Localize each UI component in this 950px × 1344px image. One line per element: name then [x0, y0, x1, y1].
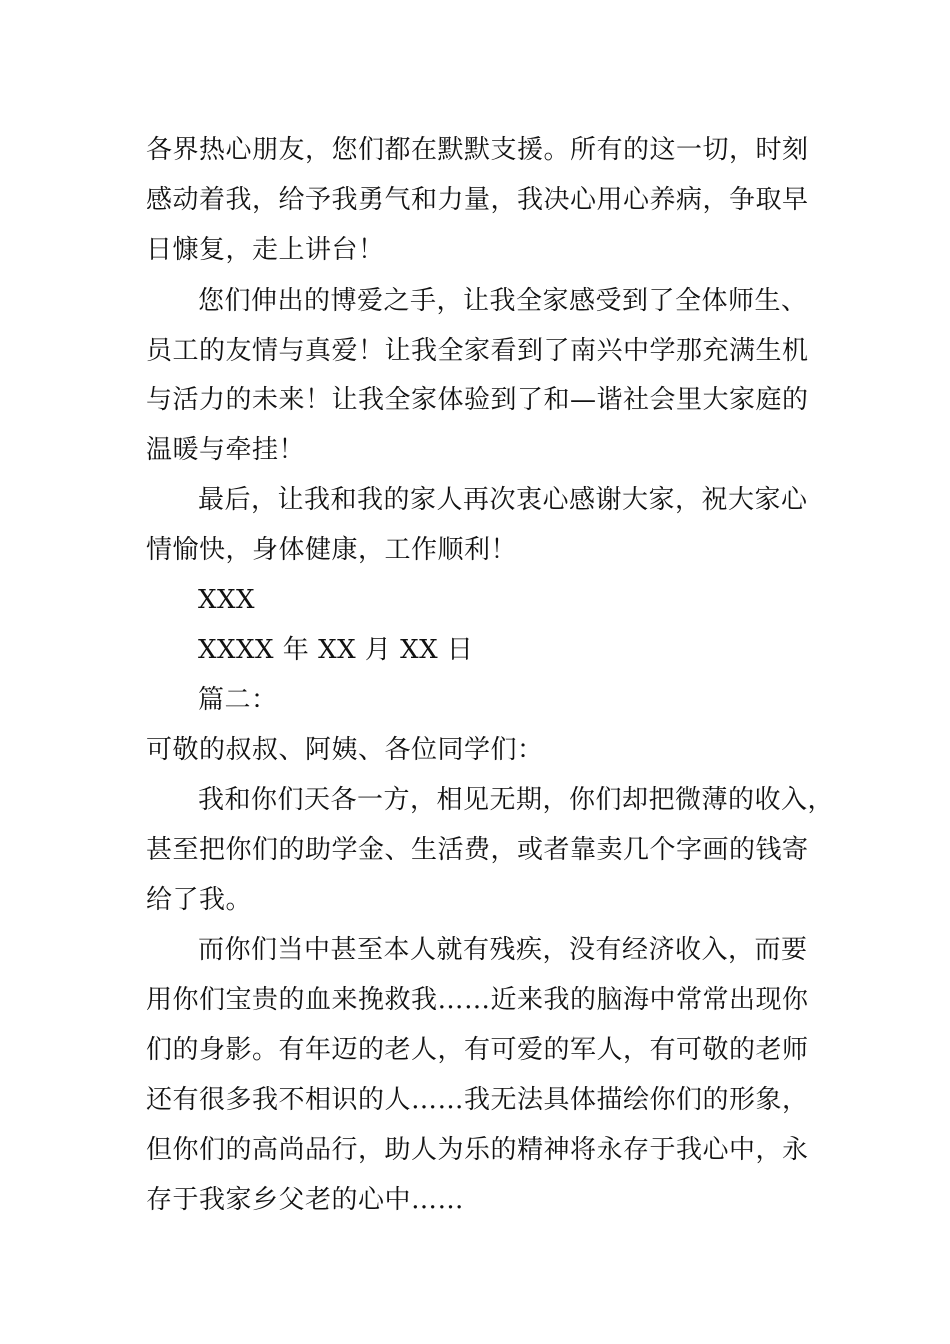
text-line: 您们伸出的博爱之手，让我全家感受到了全体师生、 — [198, 286, 808, 316]
text-line: 情愉快，身体健康，工作顺利！ — [146, 535, 518, 565]
text-line: 还有很多我不相识的人……我无法具体描绘你们的形象， — [146, 1085, 809, 1115]
text-line: 们的身影。有年迈的老人，有可爱的军人，有可敬的老师 — [146, 1035, 809, 1065]
text-line: 感动着我，给予我勇气和力量，我决心用心养病，争取早 — [146, 185, 809, 215]
text-line: 温暖与牵挂！ — [146, 435, 306, 465]
text-line: 给了我。 — [146, 885, 253, 915]
text-line: 存于我家乡父老的心中…… — [146, 1185, 465, 1215]
text-line: 各界热心朋友，您们都在默默支援。所有的这一切，时刻 — [146, 135, 809, 165]
signature-date: XXXX 年 XX 月 XX 日 — [198, 635, 474, 665]
text-line: 但你们的高尚品行，助人为乐的精神将永存于我心中，永 — [146, 1135, 809, 1165]
text-line: 甚至把你们的助学金、生活费，或者靠卖几个字画的钱寄 — [146, 835, 809, 865]
text-line: 日慷复，走上讲台！ — [146, 235, 385, 265]
text-line: 我和你们天各一方，相见无期，你们却把微薄的收入， — [198, 785, 835, 815]
section-heading: 篇二： — [198, 685, 278, 715]
text-line: 而你们当中甚至本人就有残疾，没有经济收入，而要 — [198, 935, 808, 965]
salutation: 可敬的叔叔、阿姨、各位同学们： — [146, 735, 544, 765]
signature-name: XXX — [198, 585, 256, 615]
text-line: 最后，让我和我的家人再次衷心感谢大家，祝大家心 — [198, 485, 808, 515]
text-line: 用你们宝贵的血来挽救我……近来我的脑海中常常出现你 — [146, 985, 809, 1015]
text-line: 与活力的未来！让我全家体验到了和—谐社会里大家庭的 — [146, 385, 809, 415]
text-line: 员工的友情与真爱！让我全家看到了南兴中学那充满生机 — [146, 336, 809, 366]
